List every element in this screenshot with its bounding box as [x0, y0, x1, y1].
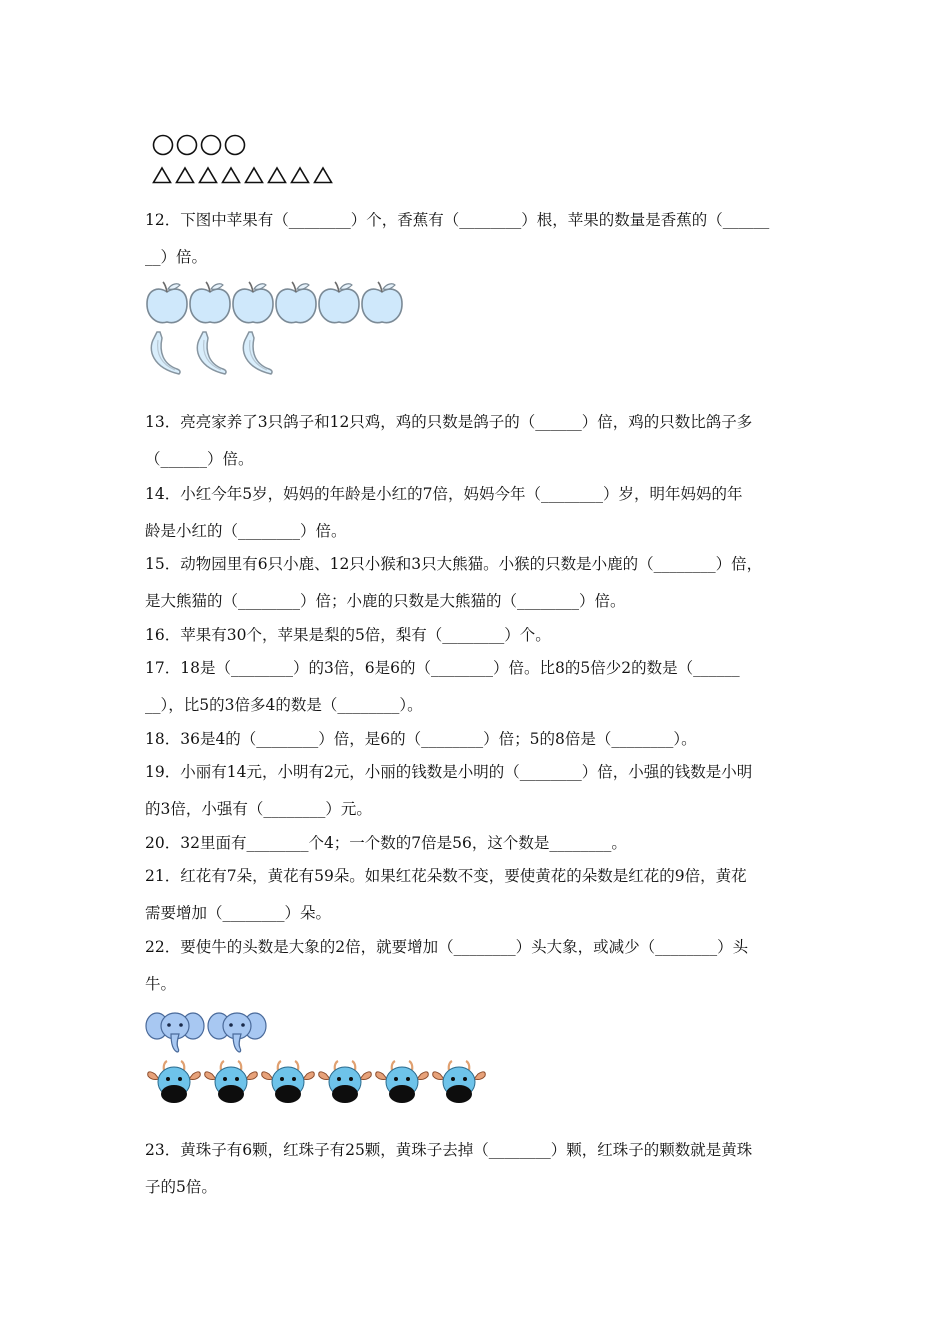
- apple-icon: [231, 280, 275, 326]
- question-19-line-2: 的3倍，小强有（________）元。: [145, 800, 372, 818]
- triangle-icon: [175, 166, 195, 184]
- triangle-icon: [290, 166, 310, 184]
- question-18: [145, 721, 810, 758]
- question-23-line-2: 子的5倍。: [145, 1178, 217, 1196]
- triangle-icon: [198, 166, 218, 184]
- cow-row: [145, 1060, 487, 1106]
- banana-icon: [191, 328, 229, 376]
- question-14: [145, 476, 810, 550]
- apple-icon: [274, 280, 318, 326]
- question-12-line-1: 12．下图中苹果有（________）个，香蕉有（________）根，苹果的数量是香蕉的（______: [145, 211, 770, 229]
- banana-row: [145, 328, 275, 376]
- apple-row: [145, 280, 403, 326]
- apple-icon: [188, 280, 232, 326]
- circle-row: [152, 134, 246, 156]
- circle-icon: [152, 134, 174, 156]
- question-23: [145, 1132, 810, 1206]
- elephant-icon: [145, 1008, 205, 1054]
- question-22-line-2: 牛。: [145, 975, 177, 993]
- question-12-line-2: __）倍。: [145, 248, 208, 266]
- question-13: [145, 404, 810, 478]
- triangle-icon: [313, 166, 333, 184]
- question-13-line-2: （______）倍。: [145, 450, 254, 468]
- question-17: [145, 650, 810, 724]
- triangle-row: [152, 166, 333, 184]
- triangle-icon: [267, 166, 287, 184]
- apple-icon: [360, 280, 404, 326]
- question-22-line-1: 22．要使牛的头数是大象的2倍，就要增加（________）头大象，或减少（________）头: [145, 938, 749, 956]
- question-21: [145, 858, 810, 932]
- banana-icon: [237, 328, 275, 376]
- elephant-icon: [207, 1008, 267, 1054]
- question-19: [145, 754, 810, 828]
- cow-icon: [430, 1060, 488, 1106]
- question-18-line-1: 18．36是4的（________）倍，是6的（________）倍；5的8倍是（________）。: [145, 730, 697, 748]
- cow-icon: [316, 1060, 374, 1106]
- question-19-line-1: 19．小丽有14元，小明有2元，小丽的钱数是小明的（________）倍，小强的钱数是小明: [145, 763, 753, 781]
- cow-icon: [202, 1060, 260, 1106]
- question-14-line-2: 龄是小红的（________）倍。: [145, 522, 347, 540]
- question-15: [145, 546, 810, 620]
- question-20: [145, 825, 810, 862]
- question-17-line-2: __），比5的3倍多4的数是（________）。: [145, 696, 423, 714]
- question-16-line-1: 16．苹果有30个，苹果是梨的5倍，梨有（________）个。: [145, 626, 551, 644]
- banana-icon: [145, 328, 183, 376]
- apple-icon: [145, 280, 189, 326]
- question-22: [145, 929, 810, 1003]
- question-21-line-1: 21．红花有7朵，黄花有59朵。如果红花朵数不变，要使黄花的朵数是红花的9倍，黄花: [145, 867, 747, 885]
- triangle-icon: [244, 166, 264, 184]
- circle-icon: [200, 134, 222, 156]
- cow-icon: [373, 1060, 431, 1106]
- cow-icon: [145, 1060, 203, 1106]
- question-17-line-1: 17．18是（________）的3倍，6是6的（________）倍。比8的5倍少2的数是（______: [145, 659, 740, 677]
- circle-icon: [176, 134, 198, 156]
- question-20-line-1: 20．32里面有________个4；一个数的7倍是56，这个数是________。: [145, 834, 627, 852]
- question-16: [145, 617, 810, 654]
- elephant-row: [145, 1008, 267, 1054]
- circle-icon: [224, 134, 246, 156]
- question-15-line-1: 15．动物园里有6只小鹿、12只小猴和3只大熊猫。小猴的只数是小鹿的（________）倍，: [145, 555, 763, 573]
- cow-icon: [259, 1060, 317, 1106]
- question-13-line-1: 13．亮亮家养了3只鸽子和12只鸡，鸡的只数是鸽子的（______）倍，鸡的只数比鸽子多: [145, 413, 753, 431]
- question-23-line-1: 23．黄珠子有6颗，红珠子有25颗，黄珠子去掉（________）颗，红珠子的颗数就是黄珠: [145, 1141, 753, 1159]
- question-14-line-1: 14．小红今年5岁，妈妈的年龄是小红的7倍，妈妈今年（________）岁，明年妈妈的年: [145, 485, 743, 503]
- triangle-icon: [152, 166, 172, 184]
- apple-icon: [317, 280, 361, 326]
- question-21-line-2: 需要增加（________）朵。: [145, 904, 332, 922]
- question-15-line-2: 是大熊猫的（________）倍；小鹿的只数是大熊猫的（________）倍。: [145, 592, 626, 610]
- question-12: [145, 202, 810, 276]
- triangle-icon: [221, 166, 241, 184]
